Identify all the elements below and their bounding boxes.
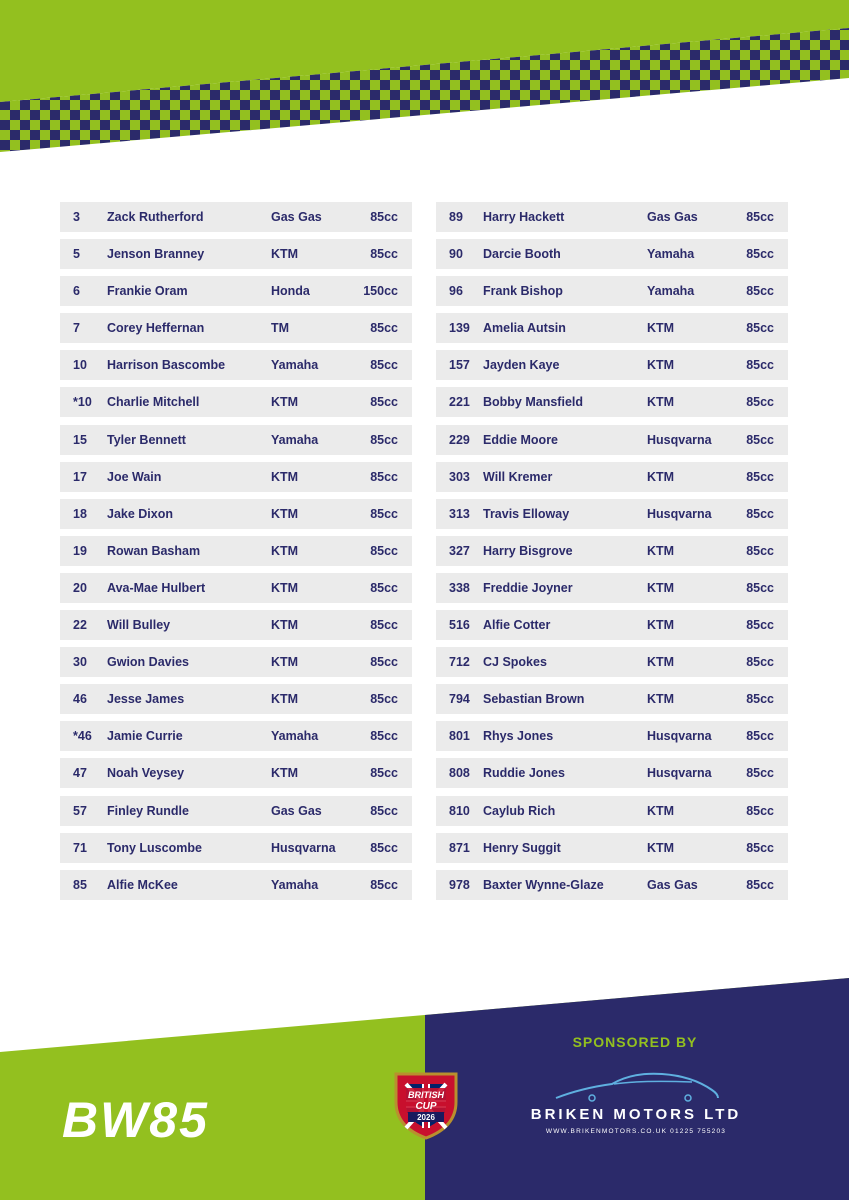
sponsor-website-phone: WWW.BRIKENMOTORS.CO.UK 01225 755203 [545,1128,727,1135]
entry-row [60,573,412,603]
entry-row [436,833,788,863]
entry-name: Ava-Mae Hulbert [107,580,206,595]
entry-num: 516 [449,618,470,633]
entry-name: Bobby Mansfield [483,395,584,410]
entry-row [60,387,412,417]
entry-row [60,610,412,640]
entry-num: 313 [449,506,470,521]
entry-row [60,536,412,566]
entry-name: Henry Suggit [483,840,561,855]
entry-make: Husqvarna [647,432,712,447]
entry-num: 57 [73,803,87,818]
entry-cc: 85cc [370,618,398,633]
entry-name: Freddie Joyner [483,580,573,595]
entry-make: KTM [271,395,299,410]
entry-name: Alfie Cotter [483,618,551,633]
entry-make: KTM [647,358,675,373]
entry-row [60,721,412,751]
entry-make: KTM [271,618,299,633]
entry-num: 15 [73,432,87,447]
entry-num: 871 [449,840,470,855]
entry-make: KTM [647,543,675,558]
entry-name: Jake Dixon [107,506,174,521]
entry-name: Tyler Bennett [107,432,186,447]
entry-num: 71 [73,840,87,855]
bw85-logo-text: BW85 [62,1092,209,1142]
entry-make: Yamaha [271,432,319,447]
entry-make: KTM [647,692,675,707]
entry-cc: 85cc [746,210,774,224]
entry-num: 10 [73,358,87,373]
entry-name: Charlie Mitchell [107,395,200,410]
entry-row [60,350,412,380]
entry-make: Yamaha [647,247,695,262]
entry-make: Gas Gas [647,210,698,224]
entry-name: Travis Elloway [483,506,570,521]
entry-make: KTM [647,321,675,336]
entry-name: Ruddie Jones [483,766,565,781]
entry-cc: 85cc [370,432,398,447]
entry-cc: 85cc [370,840,398,855]
entry-num: 89 [449,210,463,224]
entry-row [60,276,412,306]
entry-cc: 150cc [363,284,398,299]
entry-make: Husqvarna [647,729,712,744]
entry-num: 808 [449,766,470,781]
entry-name: Jesse James [107,692,185,707]
entry-row [436,276,788,306]
entry-num: 17 [73,469,87,484]
entry-row [60,425,412,455]
entry-name: Finley Rundle [107,803,189,818]
entry-row [60,796,412,826]
entry-num: 5 [73,247,80,262]
entry-name: Jamie Currie [107,729,183,744]
entry-cc: 85cc [746,580,774,595]
entry-row [60,647,412,677]
entry-make: KTM [271,506,299,521]
entry-name: Caylub Rich [483,803,556,818]
entry-make: KTM [271,766,299,781]
entry-make: Gas Gas [647,877,698,892]
entry-num: 85 [73,877,87,892]
entry-cc: 85cc [746,766,774,781]
entry-make: KTM [271,543,299,558]
entry-cc: 85cc [746,395,774,410]
entry-cc: 85cc [746,247,774,262]
entry-row [436,610,788,640]
entry-make: KTM [271,655,299,670]
entry-row [436,239,788,269]
entry-cc: 85cc [370,469,398,484]
entry-cc: 85cc [370,655,398,670]
entry-name: Alfie McKee [107,877,178,892]
entry-row [60,202,412,232]
svg-text:CUP: CUP [415,1101,437,1112]
entry-num: *10 [73,395,92,410]
entry-num: 338 [449,580,470,595]
entry-make: KTM [647,618,675,633]
entry-row [60,684,412,714]
entry-name: Joe Wain [107,469,162,484]
entry-make: Yamaha [271,729,319,744]
entry-num: 978 [449,877,470,892]
entry-row [60,758,412,788]
entry-list-right [436,202,788,907]
entry-name: Zack Rutherford [107,210,204,224]
entry-row [60,462,412,492]
entry-row [436,202,788,232]
entry-make: KTM [647,803,675,818]
entry-row [60,833,412,863]
entry-cc: 85cc [370,321,398,336]
entry-row [436,499,788,529]
entry-row [436,536,788,566]
entry-cc: 85cc [370,877,398,892]
entry-make: KTM [647,395,675,410]
entry-name: Will Kremer [483,469,553,484]
entry-num: 3 [73,210,80,224]
entry-num: 47 [73,766,87,781]
entry-name: Tony Luscombe [107,840,202,855]
entry-make: KTM [271,580,299,595]
entry-cc: 85cc [746,803,774,818]
entry-cc: 85cc [370,766,398,781]
entry-name: Eddie Moore [483,432,559,447]
entry-num: 18 [73,506,87,521]
entry-row [436,387,788,417]
entry-row [60,313,412,343]
checkered-header-banner [0,0,849,170]
entry-row [436,313,788,343]
entry-make: KTM [271,247,299,262]
entry-name: Baxter Wynne-Glaze [483,877,604,892]
entry-cc: 85cc [746,729,774,744]
entry-row [60,870,412,900]
entry-cc: 85cc [370,729,398,744]
entry-num: 7 [73,321,80,336]
sponsor-name: BRIKEN MOTORS LTD [530,1106,742,1123]
entry-make: Yamaha [271,358,319,373]
entry-make: Husqvarna [647,766,712,781]
entry-cc: 85cc [370,210,398,224]
entry-row [436,870,788,900]
entry-row [60,499,412,529]
car-silhouette-icon [552,1068,722,1102]
entry-cc: 85cc [746,840,774,855]
entry-make: KTM [647,655,675,670]
entry-name: Frank Bishop [483,284,563,299]
entry-make: KTM [647,580,675,595]
entry-row [436,796,788,826]
entry-cc: 85cc [746,618,774,633]
entry-num: 20 [73,580,87,595]
entry-make: Husqvarna [647,506,712,521]
entry-cc: 85cc [370,543,398,558]
entry-cc: 85cc [746,358,774,373]
entry-num: 19 [73,543,87,558]
entry-num: 221 [449,395,470,410]
entry-name: Rowan Basham [107,543,201,558]
entry-cc: 85cc [746,506,774,521]
entry-cc: 85cc [746,543,774,558]
svg-text:BRITISH: BRITISH [408,1090,444,1100]
svg-text:2026: 2026 [417,1113,435,1122]
bw85-logo [58,1092,294,1142]
entry-cc: 85cc [370,692,398,707]
entry-name: CJ Spokes [483,655,547,670]
entry-cc: 85cc [370,247,398,262]
entry-make: Honda [271,284,310,299]
entry-row [436,684,788,714]
entry-num: 139 [449,321,470,336]
entry-num: 303 [449,469,470,484]
entry-name: Jayden Kaye [483,358,560,373]
entry-name: Gwion Davies [107,655,189,670]
entry-name: Will Bulley [107,618,171,633]
entry-cc: 85cc [370,506,398,521]
entry-num: 6 [73,284,80,299]
entry-row [436,758,788,788]
entry-num: 712 [449,655,470,670]
entry-num: 801 [449,729,470,744]
entry-name: Harry Bisgrove [483,543,573,558]
entry-cc: 85cc [370,395,398,410]
entry-row [60,239,412,269]
entry-num: 157 [449,358,470,373]
entry-name: Sebastian Brown [483,692,585,707]
entry-name: Jenson Branney [107,247,205,262]
entry-make: Gas Gas [271,803,322,818]
entry-make: Gas Gas [271,210,322,224]
entry-make: KTM [647,469,675,484]
entry-cc: 85cc [370,358,398,373]
entry-row [436,425,788,455]
entry-cc: 85cc [746,284,774,299]
entry-num: 30 [73,655,87,670]
entry-num: 794 [449,692,470,707]
sponsor-heading: SPONSORED BY [572,1034,698,1050]
entry-name: Harry Hackett [483,210,565,224]
entry-row [436,462,788,492]
entry-name: Amelia Autsin [483,321,566,336]
entry-cc: 85cc [370,803,398,818]
entry-row [436,721,788,751]
entry-cc: 85cc [746,655,774,670]
entry-name: Harrison Bascombe [107,358,226,373]
entry-make: Yamaha [271,877,319,892]
entry-cc: 85cc [746,321,774,336]
british-cup-badge-icon [386,1062,466,1142]
entry-cc: 85cc [746,432,774,447]
entry-name: Darcie Booth [483,247,561,262]
entry-make: KTM [271,469,299,484]
entry-cc: 85cc [746,877,774,892]
entry-cc: 85cc [746,692,774,707]
entry-num: 810 [449,803,470,818]
entry-make: Husqvarna [271,840,336,855]
entry-row [436,350,788,380]
entry-row [436,573,788,603]
entry-num: 327 [449,543,470,558]
entry-name: Rhys Jones [483,729,554,744]
entry-num: 229 [449,432,470,447]
entry-num: 46 [73,692,87,707]
entry-make: TM [271,321,290,336]
entry-list-left [60,202,412,907]
entry-name: Noah Veysey [107,766,185,781]
entry-num: 96 [449,284,463,299]
entry-make: KTM [647,840,675,855]
entry-num: 22 [73,618,87,633]
entry-make: Yamaha [647,284,695,299]
entry-num: 90 [449,247,463,262]
entry-name: Frankie Oram [107,284,188,299]
entry-cc: 85cc [370,580,398,595]
entry-make: KTM [271,692,299,707]
entry-num: *46 [73,729,92,744]
entry-cc: 85cc [746,469,774,484]
entry-row [436,647,788,677]
entry-name: Corey Heffernan [107,321,205,336]
